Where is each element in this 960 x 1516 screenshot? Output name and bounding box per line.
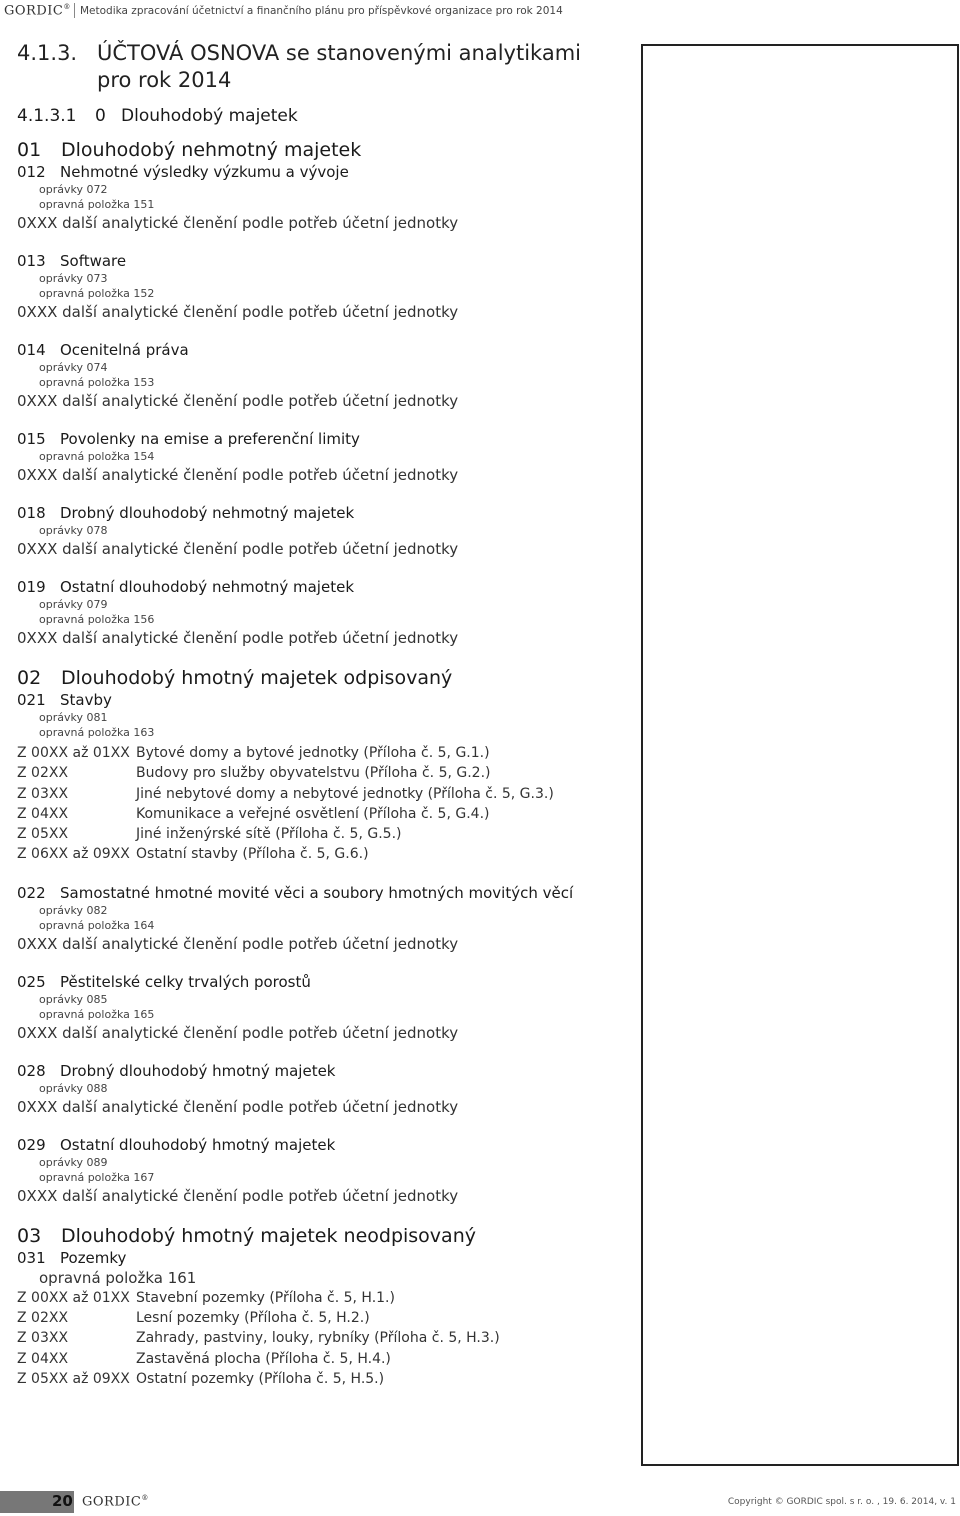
analytic-line: 0XXX další analytické členění podle potřeb účetní jednotky [17, 540, 459, 558]
analytic-row: Z 03XX Zahrady, pastviny, louky, rybníky (Příloha č. 5, H.3.) [17, 1330, 500, 1347]
header-divider [74, 3, 75, 18]
copyright-text: Copyright © GORDIC spol. s r. o. , 19. 6. 2014, v. 1 [727, 1497, 956, 1507]
analytic-row: Z 00XX až 01XX Bytové domy a bytové jednotky (Příloha č. 5, G.1.) [17, 745, 490, 761]
analytic-line: 0XXX další analytické členění podle potřeb účetní jednotky [17, 1097, 459, 1116]
account-015: 015 Povolenky na emise a preferenční limity opravná položka 154 0XXX další analytické členění podle potřeb účetní jednotky [17, 429, 627, 486]
analytic-row: Z 05XX Jiné inženýrské sítě (Příloha č. 5, G.5.) [17, 826, 402, 843]
account-012: 012 Nehmotné výsledky výzkumu a vývoje oprávky 072 opravná položka 151 0XXX další analytické členění podle potřeb účetní jednotky [17, 162, 627, 234]
class-heading-02: 02 Dlouhodobý hmotný majetek odpisovaný [17, 667, 453, 689]
analytic-row: Z 03XX Jiné nebytové domy a nebytové jednotky (Příloha č. 5, G.3.) [17, 785, 554, 802]
side-frame [641, 44, 959, 1466]
analytic-row: Z 02XX Lesní pozemky (Příloha č. 5, H.2.) [17, 1310, 370, 1327]
class-heading-03: 03 Dlouhodobý hmotný majetek neodpisovaný [17, 1224, 476, 1247]
analytic-line: 0XXX další analytické členění podle potřeb účetní jednotky [17, 934, 459, 953]
account-028: 028 Drobný dlouhodobý hmotný majetek oprávky 088 0XXX další analytické členění podle potřeb účetní jednotky [17, 1061, 627, 1118]
account-014: 014 Ocenitelná práva oprávky 074 opravná položka 153 0XXX další analytické členění podle potřeb účetní jednotky [17, 340, 627, 412]
analytic-line: 0XXX další analytické členění podle potřeb účetní jednotky [17, 466, 459, 484]
header-title: Metodika zpracování účetnictví a finančního plánu pro příspěvkové organizace pro rok 2014 [80, 5, 563, 17]
account-031: 031 Pozemky opravná položka 161 Z 00XX až 01XX Stavební pozemky (Příloha č. 5, H.1.) Z 02XX Lesní pozemky (Příloha č. 5, H.2.) Z 03XX Zahrady, pastviny, louky, rybníky (Příloha č. 5, H.3.) Z 04XX Zastavěná plocha (Příloha č. 5, H.4.) Z 05XX až 09XX Ostatní pozemky (Příloha č. 5, H.5.) [17, 1248, 627, 1389]
document-body [17, 40, 627, 1389]
analytic-row: Z 02XX Budovy pro služby obyvatelstvu (Příloha č. 5, G.2.) [17, 765, 491, 782]
analytic-line: 0XXX další analytické členění podle potřeb účetní jednotky [17, 629, 459, 647]
account-025: 025 Pěstitelské celky trvalých porostů oprávky 085 opravná položka 165 0XXX další analytické členění podle potřeb účetní jednotky [17, 972, 627, 1044]
analytic-line: 0XXX další analytické členění podle potřeb účetní jednotky [17, 392, 459, 410]
account-013: 013 Software oprávky 073 opravná položka 152 0XXX další analytické členění podle potřeb účetní jednotky [17, 251, 627, 323]
account-018: 018 Drobný dlouhodobý nehmotný majetek oprávky 078 0XXX další analytické členění podle potřeb účetní jednotky [17, 503, 627, 560]
analytic-line: 0XXX další analytické členění podle potřeb účetní jednotky [17, 1186, 459, 1205]
page-header [0, 0, 960, 24]
analytic-row: Z 05XX až 09XX Ostatní pozemky (Příloha č. 5, H.5.) [17, 1370, 385, 1387]
footer-logo: GORDIC® [82, 1494, 149, 1510]
analytic-row: Z 04XX Komunikace a veřejné osvětlení (Příloha č. 5, G.4.) [17, 805, 490, 822]
section-heading: 4.1.3. ÚČTOVÁ OSNOVA se stanovenými analytikami pro rok 2014 [17, 41, 581, 92]
subsection-heading: 4.1.3.1 0 Dlouhodobý majetek [17, 106, 298, 126]
account-019: 019 Ostatní dlouhodobý nehmotný majetek oprávky 079 opravná položka 156 0XXX další analytické členění podle potřeb účetní jednotky [17, 577, 627, 649]
page-number: 20 [52, 1492, 73, 1510]
account-029: 029 Ostatní dlouhodobý hmotný majetek oprávky 089 opravná položka 167 0XXX další analytické členění podle potřeb účetní jednotky [17, 1135, 627, 1207]
class-heading-01: 01 Dlouhodobý nehmotný majetek [17, 139, 362, 161]
analytic-row: Z 00XX až 01XX Stavební pozemky (Příloha č. 5, H.1.) [17, 1289, 395, 1306]
account-022: 022 Samostatné hmotné movité věci a soubory hmotných movitých věcí oprávky 082 opravná položka 164 0XXX další analytické členění podle potřeb účetní jednotky [17, 883, 627, 955]
analytic-row: Z 04XX Zastavěná plocha (Příloha č. 5, H.4.) [17, 1350, 391, 1367]
account-021: 021 Stavby oprávky 081 opravná položka 163 Z 00XX až 01XX Bytové domy a bytové jednotky (Příloha č. 5, G.1.) Z 02XX Budovy pro služby obyvatelstvu (Příloha č. 5, G.2.) Z 03XX Jiné nebytové domy a nebytové jednotky (Příloha č. 5, G.3.) Z 04XX Komunikace a veřejné osvětlení (Příloha č. 5, G.4.) Z 05XX Jiné inženýrské sítě (Příloha č. 5, G.5.) Z 06XX až 09XX Ostatní stavby (Příloha č. 5, G.6.) [17, 690, 627, 865]
analytic-line: 0XXX další analytické členění podle potřeb účetní jednotky [17, 303, 459, 321]
analytic-line: 0XXX další analytické členění podle potřeb účetní jednotky [17, 214, 459, 232]
analytic-row: Z 06XX až 09XX Ostatní stavby (Příloha č. 5, G.6.) [17, 846, 369, 863]
analytic-line: 0XXX další analytické členění podle potřeb účetní jednotky [17, 1023, 459, 1042]
header-logo: GORDIC® [4, 3, 71, 19]
